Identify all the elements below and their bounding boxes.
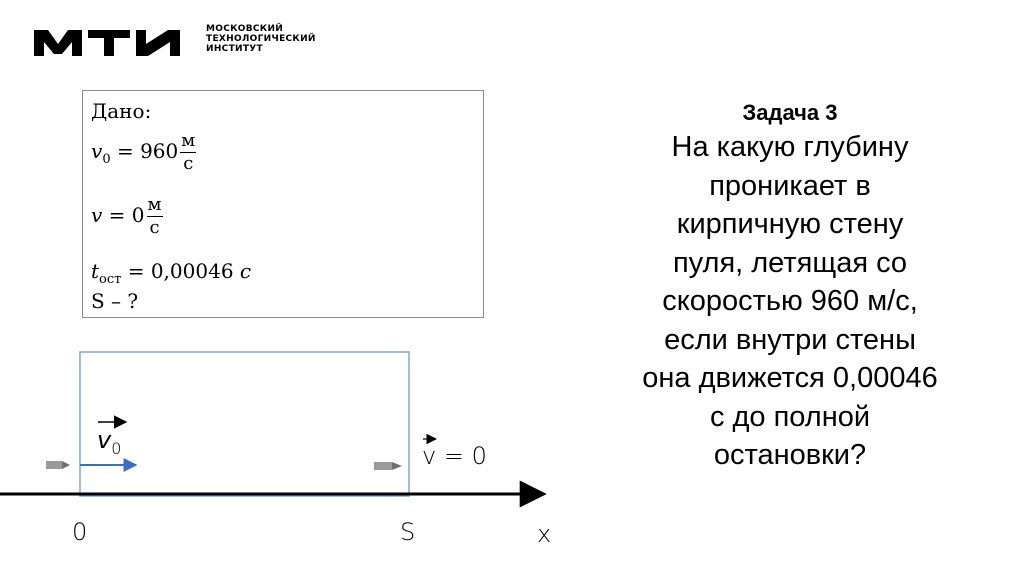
task-line: скоростью 960 м/с, [662, 285, 918, 317]
s-label: S [400, 518, 416, 546]
given-v0: $v_0 = 960$ $\frac{м}{с}$ [91, 130, 196, 174]
motion-diagram [0, 340, 560, 574]
logo-line-3: ИНСТИТУТ [206, 44, 263, 54]
given-v: v = 0 $\frac{м}{с}$ [91, 194, 162, 238]
task-text [560, 128, 1020, 475]
task-line: остановки? [713, 439, 867, 471]
task-line: с до полной [709, 400, 871, 433]
logo-line-1: МОСКОВСКИЙ [206, 24, 284, 34]
task-line: На какую глубину [671, 131, 909, 163]
logo-subtitle [206, 24, 316, 54]
task-line: она движется 0,00046 [642, 362, 938, 394]
logo-line-2: ТЕХНОЛОГИЧЕСКИЙ [206, 34, 316, 44]
bullet-start [46, 461, 70, 469]
task-line: если внутри стены [664, 323, 916, 356]
v0-label: $v_0$ [97, 426, 122, 458]
bullet-end [374, 462, 402, 470]
given-t: $t_{ост} = 0,00046$ с [91, 259, 252, 287]
task-line: пуля, летящая со [672, 246, 908, 279]
v-label: v = 0 [422, 442, 487, 470]
task-line: проникает в [709, 169, 871, 202]
origin-label: 0 [72, 518, 88, 546]
x-axis-label: x [537, 520, 552, 548]
given-unknown: S – ? [91, 289, 139, 313]
task-title: Задача 3 [742, 100, 838, 125]
task-line: кирпичную стену [676, 208, 904, 240]
given-box [82, 90, 484, 318]
given-heading: Дано: [91, 99, 152, 123]
mti-logo-mark [34, 28, 194, 56]
wall-frame [80, 352, 409, 496]
